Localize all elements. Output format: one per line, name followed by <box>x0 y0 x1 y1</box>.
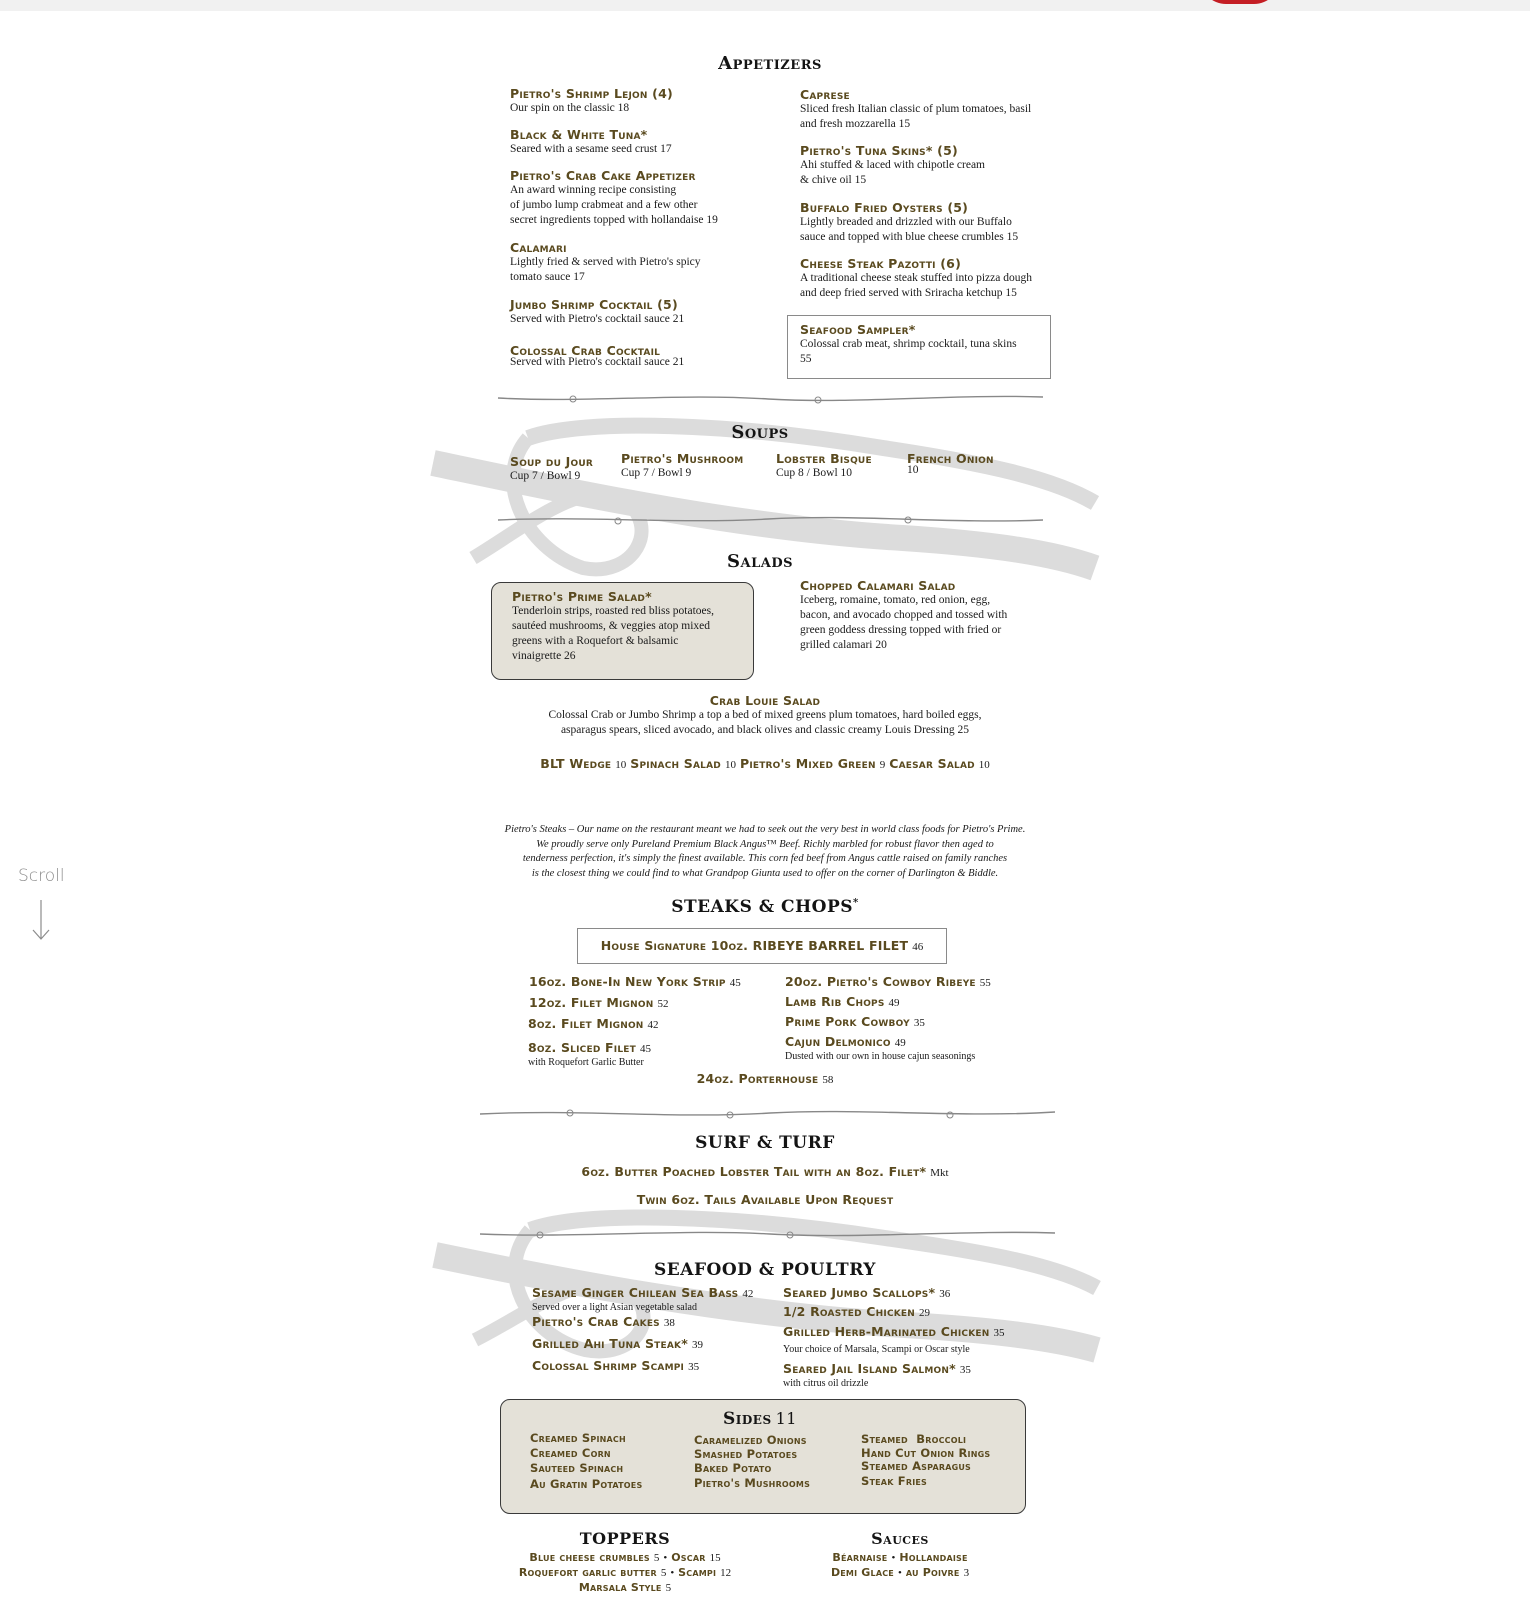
item-name: Pietro's Tuna Skins* (5) <box>800 143 958 158</box>
item-desc: Cup 8 / Bowl 10 <box>776 467 853 479</box>
menu-item <box>783 1284 950 1302</box>
steaks-title: STEAKS & CHOPS <box>671 897 854 917</box>
item-desc: Cup 7 / Bowl 9 <box>510 470 581 482</box>
small-salads-row <box>480 755 1050 773</box>
item-desc: Cup 7 / Bowl 9 <box>621 467 692 479</box>
item-price: 10 <box>978 759 990 771</box>
item-name: Twin 6oz. Tails Available Upon Request <box>636 1192 894 1207</box>
item-price: 49 <box>894 1037 906 1049</box>
topper-price: 5 <box>660 1567 667 1579</box>
side-item: Sauteed Spinach <box>530 1461 624 1475</box>
item-name: 6oz. Butter Poached Lobster Tail with an 8oz. Filet* <box>581 1164 927 1179</box>
item-price: 46 <box>912 941 924 953</box>
side-item: Smashed Potatoes <box>694 1447 798 1461</box>
topper-price: 15 <box>709 1552 721 1564</box>
item-desc: A traditional cheese steak stuffed into pizza dough and deep fried served with Sriracha ketchup 15 <box>800 272 1032 299</box>
sides-column-1 <box>530 1431 642 1493</box>
menu-item <box>532 1313 675 1331</box>
menu-item <box>621 451 743 481</box>
menu-item <box>785 1033 975 1063</box>
menu-item <box>532 1284 753 1313</box>
item-name: Colossal Crab Cocktail <box>510 343 661 358</box>
menu-item <box>800 578 1060 653</box>
item-desc: Served with Pietro's cocktail sauce 21 <box>510 356 685 368</box>
divider-vine <box>498 514 1043 526</box>
item-price: 10 <box>724 759 736 771</box>
menu-item <box>532 1357 699 1375</box>
item-price: Mkt <box>930 1167 949 1179</box>
side-item: Creamed Corn <box>530 1446 611 1460</box>
item-name: Grilled Herb-Marinated Chicken <box>783 1324 990 1339</box>
item-name: Seared Jail Island Salmon* <box>783 1361 956 1376</box>
item-desc: Sliced fresh Italian classic of plum tomatoes, basil and fresh mozzarella 15 <box>800 103 1032 130</box>
item-name: 8oz. Filet Mignon <box>528 1016 644 1031</box>
item-name: Buffalo Fried Oysters (5) <box>800 200 969 215</box>
menu-item <box>528 1039 651 1068</box>
steaks-heading <box>600 897 930 917</box>
item-price: 29 <box>919 1307 931 1319</box>
menu-item <box>785 973 991 991</box>
item-name: Cheese Steak Pazotti (6) <box>800 256 961 271</box>
item-name: BLT Wedge <box>540 756 612 771</box>
sauce-name: Béarnaise <box>832 1551 888 1564</box>
sides-heading <box>660 1409 860 1429</box>
item-price: 55 <box>979 977 991 989</box>
item-price: 52 <box>657 998 669 1010</box>
item-price: 38 <box>663 1317 675 1329</box>
item-price: 39 <box>691 1339 703 1351</box>
appetizers-heading: Appetizers <box>718 53 822 74</box>
steaks-intro-paragraph: Pietro's Steaks – Our name on the restaurant meant we had to seek out the very best in world class foods for Pietro's Prime. We proudly serve only Pureland Premium Black Angus™ Beef. Richly marbled for robust flavor then aged to tenderness perfection, it's simply the finest available. This corn fed beef from Angus cattle raised on family ranches is the closest thing we could find to what Grandpop Giunta used to offer on the corner of Darlington & Biddle. <box>504 824 1026 879</box>
topper-price: 5 <box>665 1582 672 1594</box>
seafood-poultry-heading: SEAFOOD & POULTRY <box>654 1260 876 1280</box>
item-price: 49 <box>888 997 900 1009</box>
item-name: Seafood Sampler* <box>800 322 916 337</box>
steaks-title-mark: * <box>853 897 859 909</box>
item-price: 58 <box>822 1074 834 1086</box>
topper-price: 5 <box>653 1552 660 1564</box>
menu-item <box>512 589 752 664</box>
item-desc: Lightly fried & served with Pietro's spicy tomato sauce 17 <box>510 256 701 283</box>
item-name: Pietro's Shrimp Lejon (4) <box>510 86 673 101</box>
sides-title: Sides <box>723 1409 772 1429</box>
sauce-name: au Poivre <box>905 1566 960 1579</box>
topper-name: Marsala Style <box>578 1581 662 1594</box>
item-note: with citrus oil drizzle <box>783 1378 869 1389</box>
item-name: 1/2 Roasted Chicken <box>783 1304 916 1319</box>
item-desc: Iceberg, romaine, tomato, red onion, egg, bacon, and avocado chopped and tossed with green goddess dressing topped with fried or grilled calamari 20 <box>800 594 1008 651</box>
menu-item <box>510 86 673 116</box>
menu-item <box>510 168 718 228</box>
menu-item <box>785 1013 925 1031</box>
toppers-line: Blue cheese crumbles 5 • Oscar 15 <box>529 1551 721 1564</box>
item-desc: Served with Pietro's cocktail sauce 21 <box>510 313 685 325</box>
menu-item <box>783 1323 1004 1357</box>
item-price: 35 <box>688 1361 700 1373</box>
item-name: 12oz. Filet Mignon <box>529 995 654 1010</box>
item-name: Calamari <box>510 240 567 255</box>
item-desc: Seared with a sesame seed crust 17 <box>510 143 672 155</box>
toppers-line: Roquefort garlic butter 5 • Scampi 12 <box>518 1566 732 1579</box>
menu-item <box>510 127 672 157</box>
sauce-name: Hollandaise <box>899 1551 968 1564</box>
side-item: Baked Potato <box>694 1461 772 1475</box>
topper-price: 12 <box>720 1567 732 1579</box>
item-price: 10 <box>615 759 627 771</box>
sauce-name: Demi Glace <box>830 1566 894 1579</box>
soups-heading: Soups <box>731 422 789 443</box>
toppers-heading: TOPPERS <box>579 1529 671 1548</box>
menu-item <box>800 256 1032 301</box>
item-price: 45 <box>639 1043 651 1055</box>
item-note: Served over a light Asian vegetable salad <box>532 1302 697 1313</box>
item-name: Prime Pork Cowboy <box>785 1014 910 1029</box>
surf-turf-heading: SURF & TURF <box>695 1133 835 1153</box>
item-name: Lobster Bisque <box>776 451 872 466</box>
item-price: 45 <box>729 977 741 989</box>
item-name: Black & White Tuna* <box>510 127 648 142</box>
menu-item <box>510 297 684 327</box>
salads-heading: Salads <box>727 551 793 572</box>
menu-item <box>530 1163 1000 1181</box>
item-name: 20oz. Pietro's Cowboy Ribeye <box>785 974 976 989</box>
menu-item <box>528 1015 659 1033</box>
item-price: 35 <box>913 1017 925 1029</box>
menu-item <box>529 994 668 1012</box>
item-note: Dusted with our own in house cajun seasonings <box>785 1051 976 1062</box>
item-name: Spinach Salad <box>630 756 721 771</box>
menu-item <box>776 451 872 481</box>
item-name: Caesar Salad <box>889 756 975 771</box>
divider-vine <box>480 1227 1055 1241</box>
menu-item <box>783 1360 971 1390</box>
item-note: with Roquefort Garlic Butter <box>528 1057 644 1068</box>
side-item: Steak Fries <box>861 1473 928 1488</box>
item-name: Pietro's Crab Cakes <box>532 1314 660 1329</box>
menu-item <box>530 1191 1000 1209</box>
side-item: Creamed Spinach <box>530 1431 626 1445</box>
menu-item <box>785 993 900 1011</box>
sauces-heading: Sauces <box>871 1529 929 1548</box>
item-name: Pietro's Mushroom <box>621 451 744 466</box>
divider-vine <box>498 393 1043 405</box>
menu-item <box>510 240 701 285</box>
side-item: Steamed Asparagus <box>861 1459 972 1473</box>
item-desc: Our spin on the classic 18 <box>510 102 630 114</box>
item-name: Sesame Ginger Chilean Sea Bass <box>532 1285 739 1300</box>
scroll-label: Scroll <box>18 866 65 886</box>
item-name: Grilled Ahi Tuna Steak* <box>532 1336 688 1351</box>
topper-name: Oscar <box>671 1551 706 1564</box>
item-name: 24oz. Porterhouse <box>696 1071 819 1086</box>
item-price: 36 <box>939 1288 951 1300</box>
menu-item <box>577 937 947 955</box>
item-desc: Ahi stuffed & laced with chipotle cream & chive oil 15 <box>800 159 986 186</box>
menu-item <box>510 454 593 484</box>
sides-column-2 <box>694 1433 810 1491</box>
item-desc: 10 <box>907 464 919 476</box>
item-name: Caprese <box>800 87 850 102</box>
divider-vine <box>480 1107 1055 1121</box>
sides-price: 11 <box>775 1409 797 1428</box>
menu-item <box>600 1070 930 1088</box>
item-name: Pietro's Prime Salad* <box>512 589 652 604</box>
item-price: 42 <box>647 1019 659 1031</box>
item-name: Colossal Shrimp Scampi <box>532 1358 685 1373</box>
menu-item <box>800 200 1018 245</box>
item-name: House Signature 10oz. RIBEYE BARREL FILET <box>600 938 909 953</box>
sauces-line: Béarnaise • Hollandaise <box>832 1551 968 1564</box>
side-item: Caramelized Onions <box>694 1433 807 1447</box>
topper-name: Scampi <box>678 1566 717 1579</box>
item-desc: Lightly breaded and drizzled with our Buffalo sauce and topped with blue cheese crumbles 15 <box>800 216 1019 243</box>
item-name: Seared Jumbo Scallops* <box>783 1285 936 1300</box>
item-name: Pietro's Crab Cake Appetizer <box>510 168 696 183</box>
topper-name: Roquefort garlic butter <box>518 1566 657 1579</box>
sauces-list <box>790 1550 1010 1580</box>
item-name: Lamb Rib Chops <box>785 994 885 1009</box>
item-name: Chopped Calamari Salad <box>800 578 956 593</box>
sauce-price: 3 <box>963 1567 970 1579</box>
item-desc: Colossal crab meat, shrimp cocktail, tuna skins 55 <box>800 338 1017 365</box>
menu-item <box>529 973 741 991</box>
item-name: 8oz. Sliced Filet <box>528 1040 636 1055</box>
side-item: Hand Cut Onion Rings <box>861 1445 991 1460</box>
menu-item <box>907 451 994 478</box>
toppers-line <box>480 1580 770 1595</box>
topper-name: Blue cheese crumbles <box>529 1551 650 1564</box>
menu-item <box>800 87 1031 132</box>
item-price: 35 <box>959 1364 971 1376</box>
item-desc: An award winning recipe consisting of jumbo lump crabmeat and a few other secret ingredients topped with hollandaise 19 <box>510 184 718 226</box>
menu-item <box>532 1335 703 1353</box>
side-item: Pietro's Mushrooms <box>694 1476 811 1490</box>
item-note: Your choice of Marsala, Scampi or Oscar style <box>783 1344 970 1355</box>
item-name: Cajun Delmonico <box>785 1034 891 1049</box>
menu-item <box>800 322 1050 367</box>
item-price: 35 <box>993 1327 1005 1339</box>
side-item: Steamed Broccoli <box>861 1432 967 1446</box>
item-price: 42 <box>742 1288 754 1300</box>
item-name: Jumbo Shrimp Cocktail (5) <box>510 297 678 312</box>
item-price: 9 <box>879 759 886 771</box>
menu-item <box>510 343 684 370</box>
menu-item <box>783 1303 930 1321</box>
sauces-line: Demi Glace • au Poivre 3 <box>830 1566 970 1579</box>
menu-item <box>480 693 1050 738</box>
menu-item <box>800 143 985 188</box>
item-desc: Tenderloin strips, roasted red bliss potatoes, sautéed mushrooms, & veggies atop mixed greens with a Roquefort & balsamic vinaigrette 26 <box>512 605 715 662</box>
item-name: Soup du Jour <box>510 454 593 469</box>
item-name: 16oz. Bone-In New York Strip <box>529 974 726 989</box>
toppers-list <box>480 1550 770 1595</box>
item-name: French Onion <box>907 451 994 466</box>
side-item: Au Gratin Potatoes <box>530 1477 643 1491</box>
sides-column-3 <box>861 1433 990 1489</box>
item-name: Pietro's Mixed Green <box>739 756 876 771</box>
item-desc: Colossal Crab or Jumbo Shrimp a top a bed of mixed greens plum tomatoes, hard boiled eggs, asparagus spears, sliced avocado, and black olives and classic creamy Louis Dressing 25 <box>548 709 982 736</box>
item-name: Crab Louie Salad <box>709 693 821 708</box>
